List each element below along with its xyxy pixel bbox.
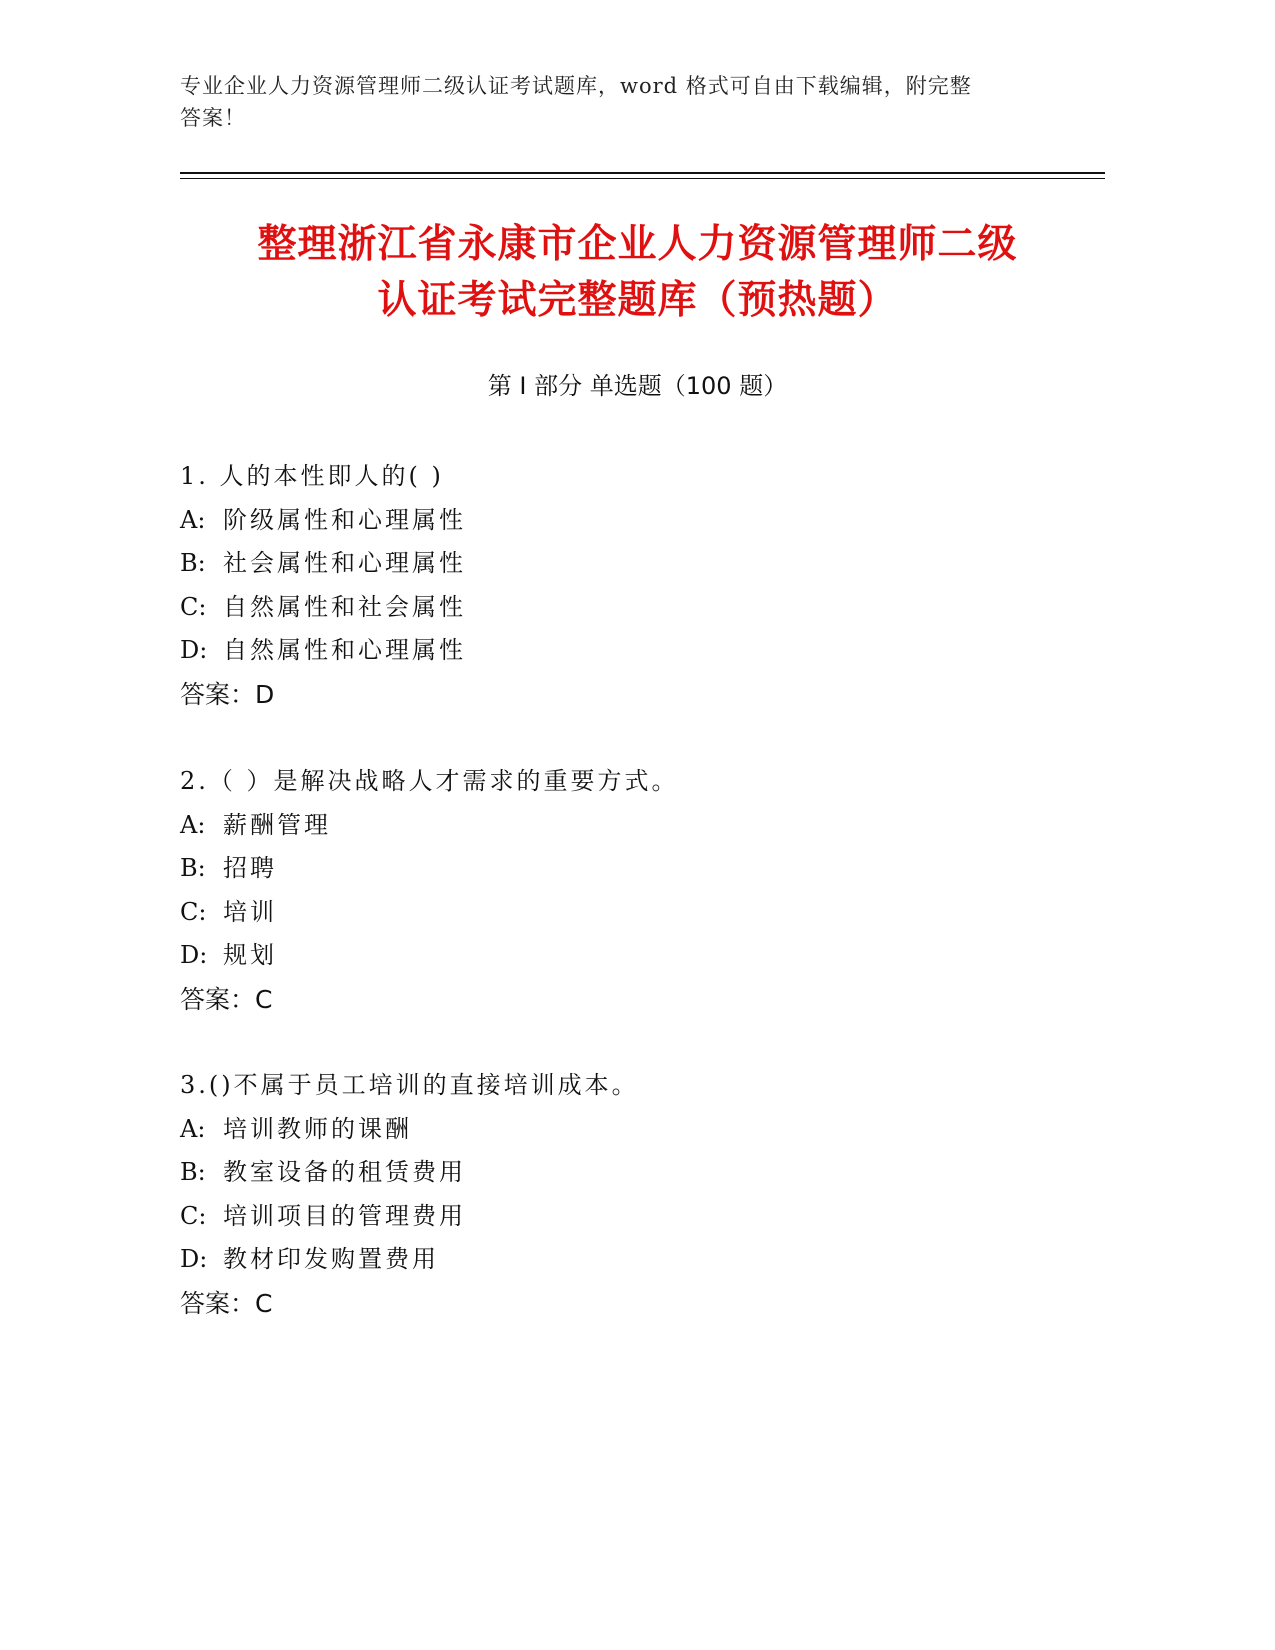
option-d — [180, 629, 1080, 673]
question-stem: 3.()不属于员工培训的直接培训成本。 — [180, 1071, 639, 1099]
option-text: 招聘 — [223, 854, 277, 882]
header-divider-thick — [180, 172, 1105, 174]
option-letter: B: — [180, 854, 206, 882]
question-block — [180, 760, 1080, 1021]
option-text: 培训 — [223, 897, 277, 926]
document-title-line: 认证考试完整题库（预热题） — [377, 278, 898, 323]
option-letter: B: — [180, 549, 206, 577]
option-text: 自然属性和心理属性 — [223, 636, 466, 664]
header-divider-thin — [180, 178, 1105, 179]
option-b — [180, 542, 1080, 586]
option-letter: A: — [180, 810, 206, 839]
header-note — [180, 70, 1060, 134]
option-letter: D: — [180, 1245, 208, 1273]
option-letter: D: — [180, 636, 208, 664]
option-text: 自然属性和社会属性 — [223, 592, 466, 621]
section-title: 第 I 部分 单选题（100 题） — [487, 372, 788, 400]
option-letter: C: — [180, 897, 207, 926]
option-c — [180, 586, 1080, 630]
option-text: 教材印发购置费用 — [223, 1245, 439, 1273]
document-title — [150, 217, 1125, 329]
question-stem: 2.（ ）是解决战略人才需求的重要方式。 — [180, 767, 679, 795]
question-block — [180, 455, 1080, 716]
option-a — [180, 1108, 1080, 1152]
option-a — [180, 499, 1080, 543]
option-letter: D: — [180, 941, 208, 969]
option-letter: B: — [180, 1158, 206, 1186]
option-text: 规划 — [223, 941, 277, 969]
option-text: 培训教师的课酬 — [223, 1114, 412, 1143]
option-letter: C: — [180, 592, 207, 621]
option-a — [180, 804, 1080, 848]
option-letter: A: — [180, 1114, 206, 1143]
option-b — [180, 1151, 1080, 1195]
option-b — [180, 847, 1080, 891]
answer-line: 答案：D — [180, 679, 275, 709]
option-text: 阶级属性和心理属性 — [223, 505, 466, 534]
option-text: 教室设备的租赁费用 — [223, 1158, 466, 1186]
option-c — [180, 891, 1080, 935]
option-text: 培训项目的管理费用 — [223, 1201, 466, 1230]
option-letter: A: — [180, 505, 206, 534]
option-c — [180, 1195, 1080, 1239]
answer-line: 答案：C — [180, 1288, 273, 1318]
option-text: 社会属性和心理属性 — [223, 549, 466, 577]
option-text: 薪酬管理 — [223, 810, 331, 839]
option-d — [180, 934, 1080, 978]
answer-line: 答案：C — [180, 984, 273, 1014]
document-title-line: 整理浙江省永康市企业人力资源管理师二级 — [257, 222, 1018, 267]
option-letter: C: — [180, 1201, 207, 1230]
header-note-line: 答案！ — [180, 106, 246, 130]
header-note-line: 专业企业人力资源管理师二级认证考试题库，word 格式可自由下载编辑，附完整 — [180, 74, 972, 98]
question-stem: 1. 人的本性即人的( ) — [180, 462, 444, 490]
question-block — [180, 1064, 1080, 1325]
option-d — [180, 1238, 1080, 1282]
